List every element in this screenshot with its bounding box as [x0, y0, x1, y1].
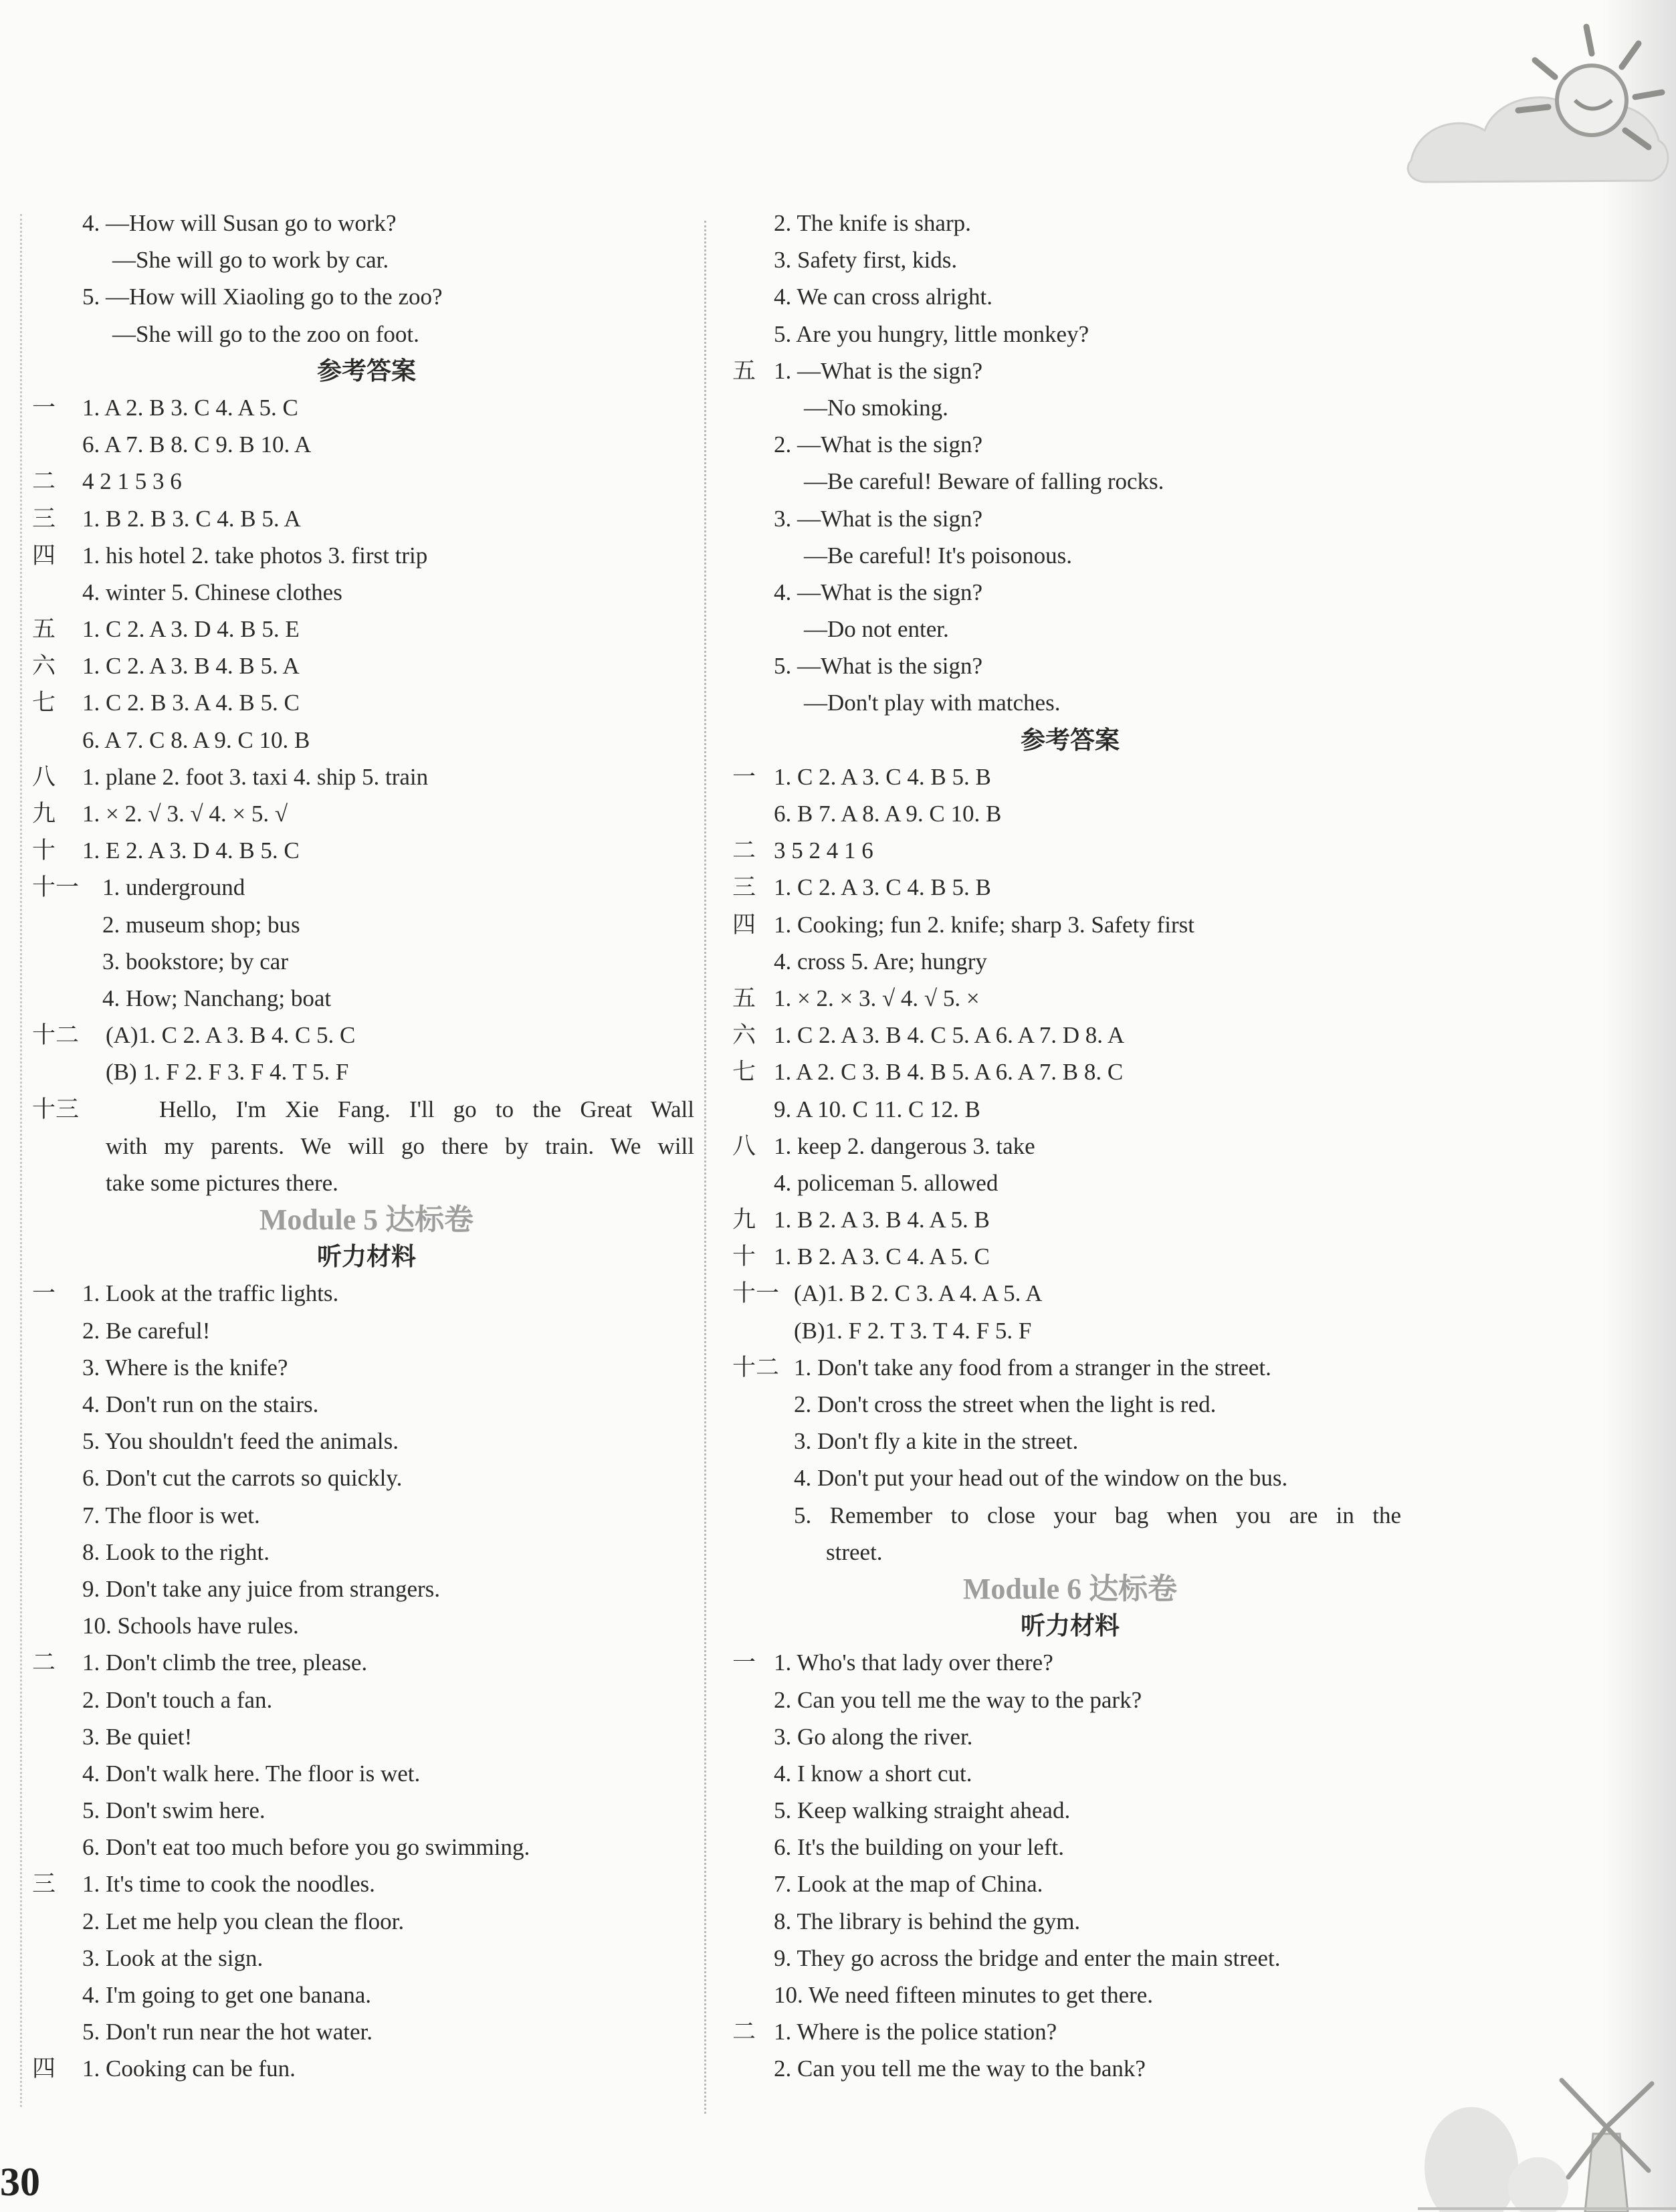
- item-number: 二: [732, 837, 756, 864]
- line-text: 2. Can you tell me the way to the park?: [774, 1686, 1142, 1713]
- text-line: [732, 389, 1408, 426]
- text-line: [732, 1275, 1408, 1312]
- line-text: 5. You shouldn't feed the animals.: [82, 1428, 399, 1455]
- item-number: 十: [32, 837, 56, 864]
- text-line: [732, 1201, 1408, 1238]
- line-text: 2. —What is the sign?: [774, 431, 983, 458]
- line-text: 3. Safety first, kids.: [774, 247, 958, 274]
- sun-cloud-illustration: [1404, 13, 1676, 194]
- line-text: 参考答案: [1021, 725, 1120, 755]
- text-line: [732, 759, 1408, 795]
- line-text: 听力材料: [317, 1242, 416, 1272]
- line-text: 1. —What is the sign?: [774, 357, 983, 384]
- text-line: [32, 1460, 701, 1496]
- item-number: 三: [32, 505, 56, 532]
- line-text: 2. Be careful!: [82, 1317, 211, 1344]
- section-heading: [732, 722, 1408, 759]
- line-text: 3. Don't fly a kite in the street.: [794, 1428, 1079, 1455]
- item-number: 七: [32, 690, 56, 716]
- line-text: 1. B 2. A 3. B 4. A 5. B: [774, 1207, 990, 1233]
- line-text: 9. They go across the bridge and enter the main street.: [774, 1944, 1281, 1971]
- line-text: street.: [826, 1538, 883, 1565]
- line-text: 9. A 10. C 11. C 12. B: [774, 1096, 980, 1122]
- item-number: 一: [732, 1649, 756, 1676]
- item-number: 十二: [732, 1354, 780, 1381]
- text-line: [732, 500, 1408, 537]
- line-text: 3. —What is the sign?: [774, 505, 983, 532]
- item-number: 三: [732, 874, 756, 901]
- line-text: 1. Don't take any food from a stranger in the street.: [794, 1354, 1271, 1381]
- item-number: 九: [732, 1207, 756, 1233]
- text-line: [32, 1165, 701, 1201]
- line-text: 1. B 2. B 3. C 4. B 5. A: [82, 505, 301, 532]
- item-number: 六: [32, 653, 56, 680]
- text-line: [32, 2013, 701, 2050]
- line-text: 1. Where is the police station?: [774, 2019, 1057, 2045]
- item-number: 八: [732, 1132, 756, 1159]
- text-line: [32, 1534, 701, 1571]
- item-number: 四: [32, 2055, 56, 2082]
- line-text: 1. Don't climb the tree, please.: [82, 1649, 368, 1676]
- line-text: 5. Don't swim here.: [82, 1797, 266, 1824]
- text-line: [732, 1238, 1408, 1275]
- text-line: [32, 795, 701, 832]
- line-text: —No smoking.: [804, 394, 948, 421]
- text-line: [732, 316, 1408, 353]
- line-text: 4. We can cross alright.: [774, 284, 992, 310]
- line-text: Hello, I'm Xie Fang. I'll go to the Great Wall: [159, 1096, 694, 1122]
- module-title: [32, 1201, 701, 1238]
- line-text: 4. How; Nanchang; boat: [102, 985, 332, 1011]
- text-line: [732, 1128, 1408, 1165]
- text-line: [32, 241, 701, 278]
- line-text: 6. B 7. A 8. A 9. C 10. B: [774, 801, 1002, 827]
- line-text: 1. underground: [102, 874, 245, 901]
- line-text: with my parents. We will go there by train. We will: [106, 1132, 694, 1159]
- text-line: [732, 537, 1408, 574]
- text-line: [732, 2013, 1408, 2050]
- line-text: 10. We need fifteen minutes to get there.: [774, 1982, 1154, 2008]
- item-number: 七: [732, 1059, 756, 1086]
- item-number: 五: [732, 357, 756, 384]
- text-line: [32, 1128, 701, 1165]
- text-line: [32, 1091, 701, 1128]
- text-line: [32, 1792, 701, 1829]
- line-text: —Be careful! Beware of falling rocks.: [804, 468, 1164, 495]
- column-separator: [704, 221, 706, 2114]
- text-line: [732, 1312, 1408, 1349]
- text-line: [732, 353, 1408, 389]
- text-line: [732, 611, 1408, 647]
- text-line: [732, 463, 1408, 500]
- line-text: Module 6 达标卷: [962, 1572, 1178, 1605]
- item-number: 二: [32, 468, 56, 495]
- line-text: 5. —How will Xiaoling go to the zoo?: [82, 284, 443, 310]
- line-text: (B)1. F 2. T 3. T 4. F 5. F: [794, 1317, 1032, 1344]
- line-text: 5. Are you hungry, little monkey?: [774, 320, 1089, 347]
- line-text: 8. The library is behind the gym.: [774, 1908, 1081, 1934]
- text-line: [32, 1275, 701, 1312]
- line-text: 4. policeman 5. allowed: [774, 1169, 999, 1196]
- line-text: 6. Don't cut the carrots so quickly.: [82, 1465, 403, 1492]
- line-text: 1. Cooking can be fun.: [82, 2055, 296, 2082]
- line-text: 4. winter 5. Chinese clothes: [82, 579, 342, 605]
- section-heading: [32, 353, 701, 389]
- line-text: 2. Don't cross the street when the light is red.: [794, 1391, 1217, 1417]
- text-line: [732, 1349, 1408, 1386]
- page-number-text: 30: [0, 2160, 40, 2204]
- text-line: [32, 1940, 701, 1977]
- line-text: 1. C 2. A 3. C 4. B 5. B: [774, 763, 991, 790]
- line-text: 6. A 7. B 8. C 9. B 10. A: [82, 431, 312, 458]
- line-text: 4. I'm going to get one banana.: [82, 1982, 372, 2008]
- text-line: [32, 426, 701, 463]
- text-line: [32, 205, 701, 241]
- item-number: 十: [732, 1243, 756, 1270]
- text-line: [32, 943, 701, 980]
- item-number: 十二: [32, 1022, 80, 1049]
- text-line: [32, 1903, 701, 1940]
- line-text: 3. Be quiet!: [82, 1723, 193, 1750]
- text-line: [32, 1497, 701, 1534]
- line-text: 1. C 2. B 3. A 4. B 5. C: [82, 690, 300, 716]
- page-edge-shade: [1602, 0, 1676, 2212]
- item-number: 八: [32, 763, 56, 790]
- text-line: [732, 1977, 1408, 2013]
- line-text: 5. Keep walking straight ahead.: [774, 1797, 1071, 1824]
- text-line: [732, 980, 1408, 1017]
- line-text: 1. plane 2. foot 3. taxi 4. ship 5. train: [82, 763, 429, 790]
- text-line: [32, 684, 701, 721]
- item-number: 三: [32, 1871, 56, 1898]
- line-text: take some pictures there.: [106, 1169, 338, 1196]
- text-line: [732, 1682, 1408, 1718]
- line-text: 6. A 7. C 8. A 9. C 10. B: [82, 726, 310, 753]
- line-text: 2. Let me help you clean the floor.: [82, 1908, 405, 1934]
- text-line: [32, 1349, 701, 1386]
- line-text: 8. Look to the right.: [82, 1538, 270, 1565]
- module-title: [732, 1571, 1408, 1607]
- text-line: [32, 1755, 701, 1792]
- item-number: 一: [732, 763, 756, 790]
- item-number: 二: [732, 2019, 756, 2045]
- text-line: [32, 1718, 701, 1755]
- section-heading: [32, 1238, 701, 1275]
- text-line: [32, 1386, 701, 1423]
- line-text: 4. I know a short cut.: [774, 1760, 972, 1787]
- text-line: [32, 389, 701, 426]
- text-line: [32, 980, 701, 1017]
- line-text: 5. —What is the sign?: [774, 653, 983, 680]
- line-text: 1. his hotel 2. take photos 3. first trip: [82, 542, 428, 569]
- text-line: [732, 1165, 1408, 1201]
- line-text: 3. Go along the river.: [774, 1723, 973, 1750]
- item-number: 一: [32, 1280, 56, 1307]
- line-text: 1. C 2. A 3. B 4. C 5. A 6. A 7. D 8. A: [774, 1022, 1125, 1049]
- item-number: 十一: [732, 1280, 780, 1307]
- line-text: Module 5 达标卷: [259, 1203, 474, 1237]
- line-text: 2. Can you tell me the way to the bank?: [774, 2055, 1146, 2082]
- text-line: [32, 2050, 701, 2087]
- line-text: 4. —How will Susan go to work?: [82, 210, 397, 236]
- text-line: [732, 1460, 1408, 1496]
- text-line: [32, 1644, 701, 1681]
- text-line: [32, 1829, 701, 1866]
- line-text: 10. Schools have rules.: [82, 1613, 299, 1639]
- text-line: [32, 759, 701, 795]
- text-line: [732, 1940, 1408, 1977]
- text-line: [32, 278, 701, 315]
- text-line: [32, 574, 701, 611]
- text-line: [32, 1571, 701, 1607]
- text-line: [32, 1017, 701, 1053]
- text-line: [732, 2050, 1408, 2087]
- line-text: 9. Don't take any juice from strangers.: [82, 1575, 441, 1602]
- text-line: [732, 1792, 1408, 1829]
- text-line: [732, 1534, 1408, 1571]
- text-line: [32, 1866, 701, 1902]
- line-text: 1. Cooking; fun 2. knife; sharp 3. Safety first: [774, 911, 1194, 938]
- text-line: [732, 1829, 1408, 1866]
- text-line: [732, 278, 1408, 315]
- line-text: 7. Look at the map of China.: [774, 1871, 1043, 1898]
- text-line: [32, 1053, 701, 1090]
- item-number: 五: [32, 616, 56, 643]
- line-text: 1. keep 2. dangerous 3. take: [774, 1132, 1035, 1159]
- text-line: [732, 574, 1408, 611]
- text-line: [732, 1866, 1408, 1902]
- item-number: 五: [732, 985, 756, 1011]
- line-text: (A)1. B 2. C 3. A 4. A 5. A: [794, 1280, 1043, 1307]
- text-line: [732, 1386, 1408, 1423]
- text-line: [732, 795, 1408, 832]
- left-margin-dots: [20, 214, 22, 2107]
- line-text: 1. A 2. B 3. C 4. A 5. C: [82, 394, 298, 421]
- line-text: 2. Don't touch a fan.: [82, 1686, 273, 1713]
- text-line: [32, 1423, 701, 1460]
- text-line: [32, 500, 701, 537]
- text-line: [32, 832, 701, 869]
- line-text: 6. It's the building on your left.: [774, 1834, 1065, 1861]
- text-line: [32, 463, 701, 500]
- text-line: [732, 1053, 1408, 1090]
- item-number: 六: [732, 1022, 756, 1049]
- line-text: 2. The knife is sharp.: [774, 210, 971, 236]
- line-text: 3. Look at the sign.: [82, 1944, 264, 1971]
- item-number: 四: [732, 911, 756, 938]
- line-text: —Don't play with matches.: [804, 690, 1061, 716]
- text-line: [732, 647, 1408, 684]
- text-line: [732, 1755, 1408, 1792]
- text-line: [32, 647, 701, 684]
- line-text: 参考答案: [317, 356, 416, 385]
- line-text: 1. × 2. √ 3. √ 4. × 5. √: [82, 801, 288, 827]
- line-text: 4 2 1 5 3 6: [82, 468, 182, 495]
- text-line: [732, 943, 1408, 980]
- line-text: (B) 1. F 2. F 3. F 4. T 5. F: [106, 1059, 349, 1086]
- text-line: [732, 1017, 1408, 1053]
- text-line: [32, 869, 701, 906]
- text-line: [732, 684, 1408, 721]
- line-text: (A)1. C 2. A 3. B 4. C 5. C: [106, 1022, 356, 1049]
- text-line: [732, 832, 1408, 869]
- text-line: [732, 906, 1408, 943]
- text-line: [732, 1423, 1408, 1460]
- text-line: [32, 1312, 701, 1349]
- line-text: —Do not enter.: [804, 616, 949, 643]
- line-text: 1. Look at the traffic lights.: [82, 1280, 339, 1307]
- line-text: 1. C 2. A 3. C 4. B 5. B: [774, 874, 991, 901]
- left-column: [32, 205, 701, 2088]
- text-line: [732, 241, 1408, 278]
- text-line: [732, 1718, 1408, 1755]
- line-text: 1. B 2. A 3. C 4. A 5. C: [774, 1243, 990, 1270]
- page-number: [0, 2162, 40, 2202]
- line-text: 听力材料: [1021, 1611, 1120, 1641]
- text-line: [32, 1977, 701, 2013]
- item-number: 十三: [32, 1096, 80, 1122]
- item-number: 四: [32, 542, 56, 569]
- text-line: [32, 537, 701, 574]
- line-text: 1. E 2. A 3. D 4. B 5. C: [82, 837, 300, 864]
- line-text: 5. Remember to close your bag when you are in the: [794, 1502, 1401, 1528]
- text-line: [32, 722, 701, 759]
- line-text: 5. Don't run near the hot water.: [82, 2019, 373, 2045]
- line-text: 4. Don't put your head out of the window on the bus.: [794, 1465, 1288, 1492]
- item-number: 十一: [32, 874, 80, 901]
- text-line: [32, 611, 701, 647]
- item-number: 一: [32, 394, 56, 421]
- line-text: —She will go to work by car.: [112, 247, 389, 274]
- text-line: [732, 869, 1408, 906]
- line-text: 1. It's time to cook the noodles.: [82, 1871, 375, 1898]
- line-text: 1. A 2. C 3. B 4. B 5. A 6. A 7. B 8. C: [774, 1059, 1124, 1086]
- line-text: 3. Where is the knife?: [82, 1354, 288, 1381]
- text-line: [732, 205, 1408, 241]
- line-text: 4. —What is the sign?: [774, 579, 983, 605]
- text-line: [32, 1682, 701, 1718]
- text-line: [32, 1607, 701, 1644]
- item-number: 二: [32, 1649, 56, 1676]
- text-line: [32, 316, 701, 353]
- section-heading: [732, 1607, 1408, 1644]
- text-line: [732, 1497, 1408, 1534]
- line-text: —Be careful! It's poisonous.: [804, 542, 1072, 569]
- text-line: [732, 1903, 1408, 1940]
- line-text: 7. The floor is wet.: [82, 1502, 260, 1528]
- line-text: 4. Don't walk here. The floor is wet.: [82, 1760, 421, 1787]
- text-line: [32, 906, 701, 943]
- text-line: [732, 426, 1408, 463]
- right-column: [732, 205, 1408, 2088]
- line-text: 1. × 2. × 3. √ 4. √ 5. ×: [774, 985, 980, 1011]
- line-text: 4. Don't run on the stairs.: [82, 1391, 319, 1417]
- line-text: 1. Who's that lady over there?: [774, 1649, 1053, 1676]
- item-number: 九: [32, 801, 56, 827]
- text-line: [732, 1644, 1408, 1681]
- line-text: —She will go to the zoo on foot.: [112, 320, 419, 347]
- line-text: 3. bookstore; by car: [102, 948, 288, 975]
- line-text: 4. cross 5. Are; hungry: [774, 948, 987, 975]
- windmill-illustration: [1418, 2033, 1676, 2212]
- line-text: 1. C 2. A 3. D 4. B 5. E: [82, 616, 300, 643]
- line-text: 3 5 2 4 1 6: [774, 837, 873, 864]
- line-text: 6. Don't eat too much before you go swimming.: [82, 1834, 530, 1861]
- line-text: 1. C 2. A 3. B 4. B 5. A: [82, 653, 300, 680]
- line-text: 2. museum shop; bus: [102, 911, 300, 938]
- text-line: [732, 1091, 1408, 1128]
